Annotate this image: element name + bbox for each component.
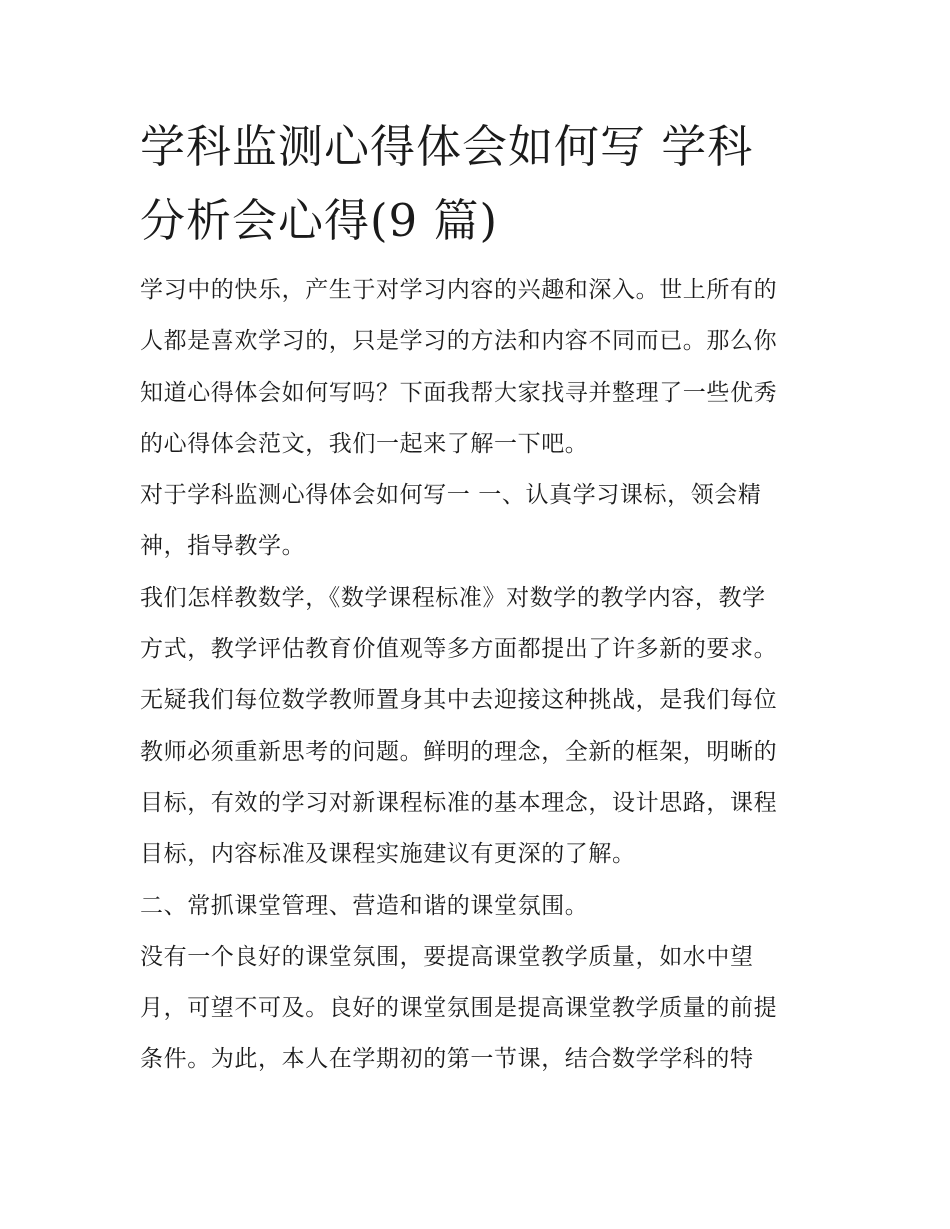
- paragraph-classroom: [140, 932, 820, 1086]
- title-line: 分析会心得(9 篇): [140, 194, 499, 247]
- title-line: 学科监测心得体会如何写 学科: [140, 120, 754, 173]
- text-line: 我们怎样教数学，《数学课程标准》对数学的教学内容，教学: [140, 584, 766, 611]
- paragraph-section-two: [140, 881, 820, 932]
- text-line: 目标，内容标准及课程实施建议有更深的了解。: [140, 841, 636, 868]
- text-line: 无疑我们每位数学教师置身其中去迎接这种挑战，是我们每位: [140, 687, 778, 714]
- paragraph-section-one: [140, 470, 820, 573]
- paragraph-curriculum: [140, 573, 820, 881]
- text-line: 人都是喜欢学习的，只是学习的方法和内容不同而已。那么你: [140, 328, 778, 355]
- document-title: [140, 110, 820, 258]
- text-line: 方式，教学评估教育价值观等多方面都提出了许多新的要求。: [140, 636, 778, 663]
- text-line: 的心得体会范文，我们一起来了解一下吧。: [140, 430, 589, 457]
- text-line: 对于学科监测心得体会如何写一 一、认真学习课标，领会精: [140, 482, 762, 509]
- text-line: 神，指导教学。: [140, 533, 306, 560]
- text-line: 知道心得体会如何写吗？下面我帮大家找寻并整理了一些优秀: [140, 379, 778, 406]
- text-line: 目标，有效的学习对新课程标准的基本理念，设计思路，课程: [140, 789, 778, 816]
- text-line: 学习中的快乐，产生于对学习内容的兴趣和深入。世上所有的: [140, 277, 778, 303]
- document-content: [140, 110, 820, 1086]
- text-line: 月，可望不可及。良好的课堂氛围是提高课堂教学质量的前提: [140, 995, 778, 1022]
- text-line: 教师必须重新思考的问题。鲜明的理念，全新的框架，明晰的: [140, 738, 778, 765]
- paragraph-intro: [140, 265, 820, 470]
- document-body: [140, 265, 820, 1086]
- text-line: 没有一个良好的课堂氛围，要提高课堂教学质量，如水中望: [140, 943, 754, 970]
- text-line: 条件。为此，本人在学期初的第一节课，结合数学学科的特: [140, 1046, 754, 1073]
- text-line: 二、常抓课堂管理、营造和谐的课堂氛围。: [140, 892, 589, 919]
